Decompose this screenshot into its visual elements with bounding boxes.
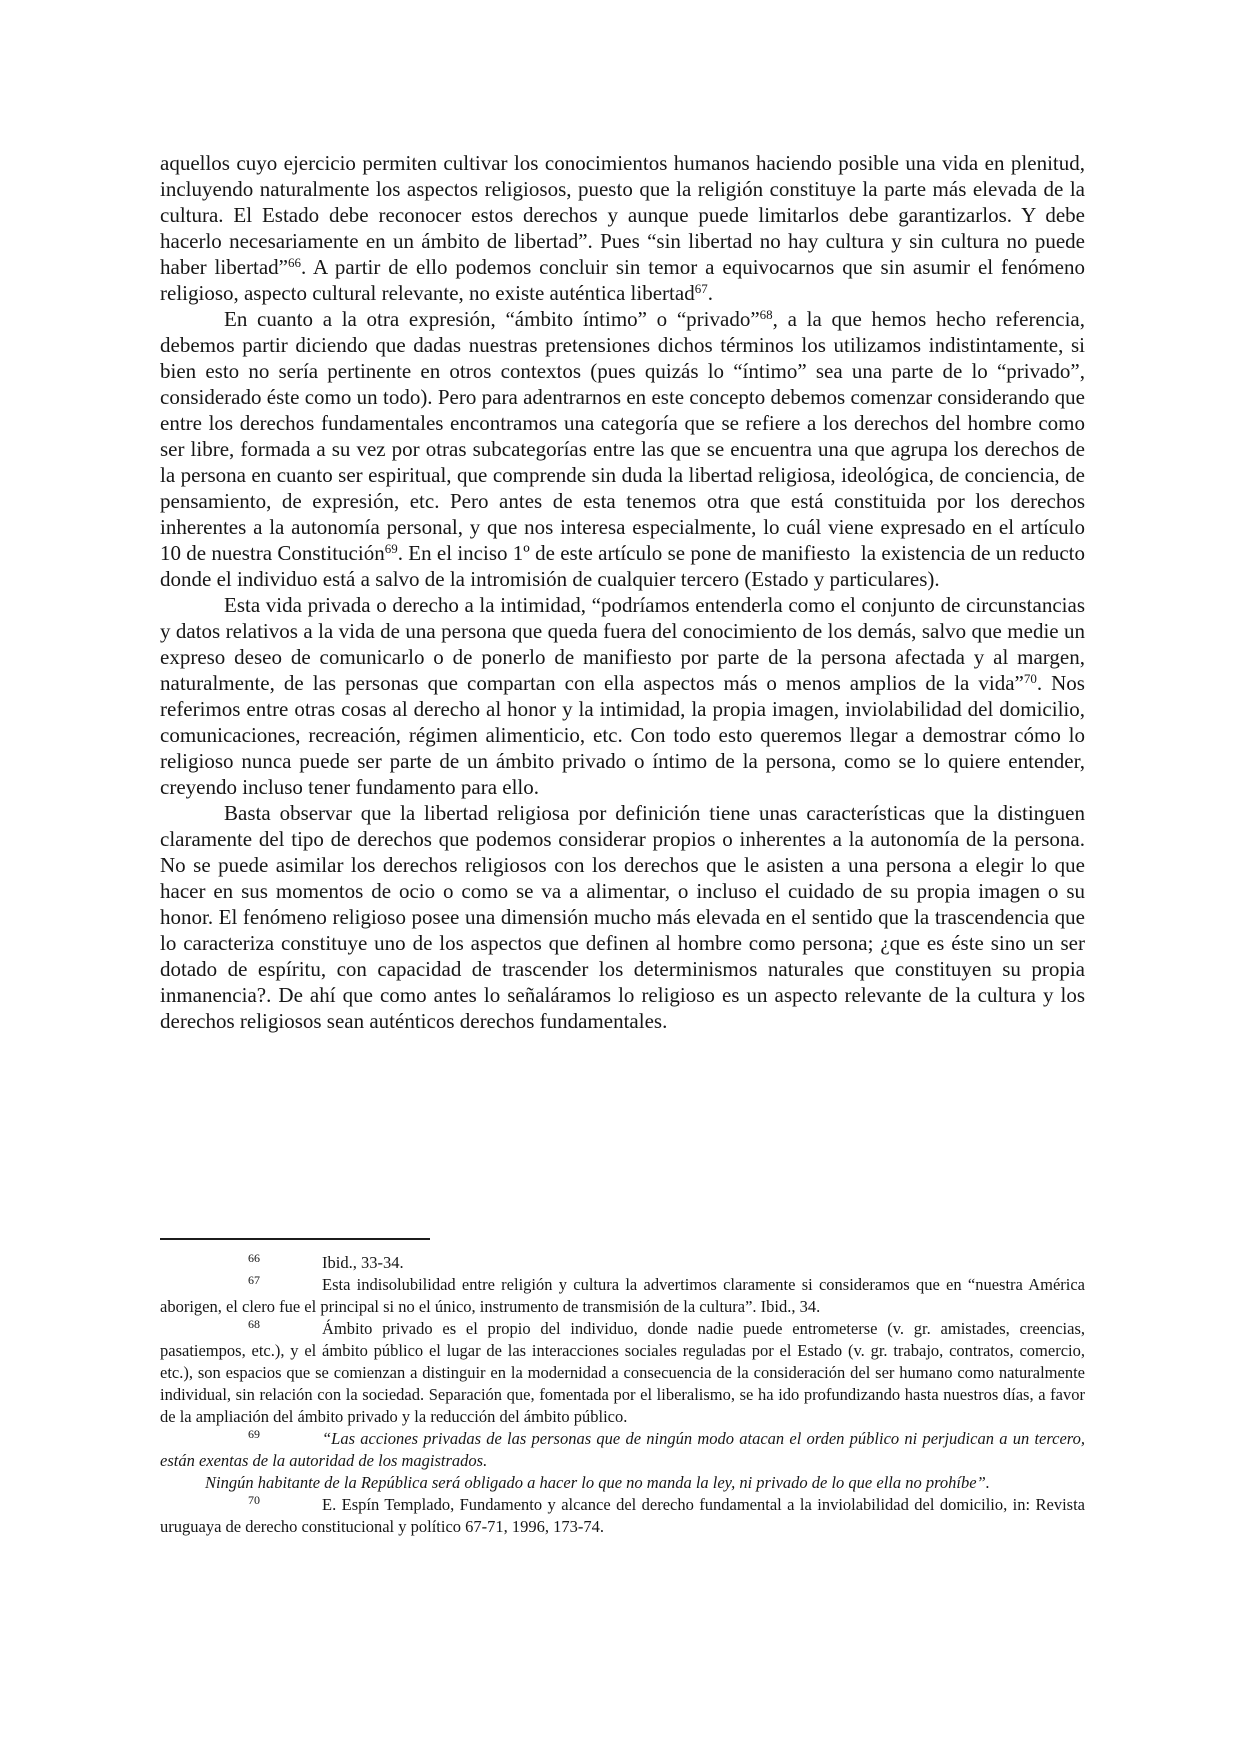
footnotes-list — [160, 1252, 1085, 1538]
footnote-paragraph: $^{70}$ E. Espín Templado, Fundamento y alcance del derecho fundamental a la inviolabilidad del domicilio, in: Revista uruguaya de derecho constitucional y político 67-71, 1996, 173-74. — [160, 1493, 1085, 1536]
body-paragraphs — [160, 150, 1085, 1034]
footnote-reference: 68 — [759, 307, 773, 322]
footnote-number: 66 — [248, 1251, 260, 1265]
footnote-number: 67 — [248, 1273, 260, 1287]
footnote-reference: 67 — [694, 281, 708, 296]
footnote-reference: 69 — [384, 541, 398, 556]
footnote-tab-spacer — [260, 1267, 322, 1268]
footnote-paragraph: $^{68}$ Ámbito privado es el propio del individuo, donde nadie puede entrometerse (v. gr. amistades, creencias, pasatiempos, etc.), y el ámbito público el lugar de las interacciones sociales reguladas por el Estado (v. gr. trabajo, contratos, comercio, etc.), son espacios que se comienzan a distinguir en la modernidad a consecuencia de la consideración del ser humano como naturalmente individual, sin relación con la sociedad. Separación que, fomentada por el liberalismo, se ha ido profundizando hasta nuestros días, a favor de la ampliación del ámbito privado y la reducción del ámbito público. — [160, 1317, 1085, 1426]
footnote-paragraph: $^{67}$ Esta indisolubilidad entre religión y cultura la advertimos claramente si consideramos que en “nuestra América aborigen, el clero fue el principal si no el único, instrumento de transmisión de la cultura”. Ibid., 34. — [160, 1273, 1085, 1316]
footnote-reference: 66 — [288, 255, 301, 270]
footnote-number: 70 — [248, 1493, 260, 1507]
body-paragraph: aquellos cuyo ejercicio permiten cultivar los conocimientos humanos haciendo posible una vida en plenitud, incluyendo naturalmente los aspectos religiosos, puesto que la religión constituye la parte más elevada de la cultura. El Estado debe reconocer estos derechos y aunque puede limitarlos debe garantizarlos. Y debe hacerlo necesariamente en un ámbito de libertad”. Pues “sin libertad no hay cultura y sin cultura no puede haber libertad”$^{66}$. A partir de ello podemos concluir sin temor a equivocarnos que sin asumir el fenómeno religioso, aspecto cultural relevante, no existe auténtica libertad$^{67}$. — [160, 151, 1085, 305]
footnote-reference: 70 — [1023, 671, 1037, 686]
footnote-number: 69 — [248, 1427, 260, 1441]
footnote-paragraph: Ningún habitante de la República será obligado a hacer lo que no manda la ley, ni privado de lo que ella no prohíbe”. — [205, 1473, 990, 1492]
body-paragraph: En cuanto a la otra expresión, “ámbito íntimo” o “privado”$^{68}$, a la que hemos hecho referencia, debemos partir diciendo que dadas nuestras pretensiones dichos términos los utilizamos indistintamente, si bien esto no sería pertinente en otros contextos (pues quizás lo “íntimo” sea una parte de lo “privado”, considerado éste como un todo). Pero para adentrarnos en este concepto debemos comenzar considerando que entre los derechos fundamentales encontramos una categoría que se refiere a los derechos del hombre como ser libre, formada a su vez por otras subcategorías entre las que se encuentra una que agrupa los derechos de la persona en cuanto ser espiritual, que comprende sin duda la libertad religiosa, ideológica, de conciencia, de pensamiento, de expresión, etc. Pero antes de esta tenemos otra que está constituida por los derechos inherentes a la autonomía personal, y que nos interesa especialmente, lo cuál viene expresado en el artículo 10 de nuestra Constitución$^{69}$. En el inciso 1º de este artículo se pone de manifiesto la existencia de un reducto donde el individuo está a salvo de la intromisión de cualquier tercero (Estado y particulares). — [160, 307, 1085, 591]
body-paragraph: Esta vida privada o derecho a la intimidad, “podríamos entenderla como el conjunto de circunstancias y datos relativos a la vida de una persona que queda fuera del conocimiento de los demás, salvo que medie un expreso deseo de comunicarlo o de ponerlo de manifiesto por parte de la persona afectada y al margen, naturalmente, de las personas que compartan con ella aspectos más o menos amplios de la vida”$^{70}$. Nos referimos entre otras cosas al derecho al honor y la intimidad, la propia imagen, inviolabilidad del domicilio, comunicaciones, recreación, régimen alimenticio, etc. Con todo esto queremos llegar a demostrar cómo lo religioso nunca puede ser parte de un ámbito privado o íntimo de la persona, como se lo quiere entender, creyendo incluso tener fundamento para ello. — [160, 593, 1085, 799]
footnote-tab-spacer — [260, 1443, 322, 1444]
footnote-paragraph: $^{66}$ Ibid., 33-34. — [248, 1251, 404, 1272]
footnote-tab-spacer — [260, 1289, 322, 1290]
footnote-tab-spacer — [260, 1333, 322, 1334]
footnote-paragraph: $^{69}$ “Las acciones privadas de las personas que de ningún modo atacan el orden público ni perjudican a un tercero, están exentas de la autoridad de los magistrados. — [160, 1427, 1085, 1470]
footnote-tab-spacer — [260, 1509, 322, 1510]
footnote-separator — [160, 1238, 430, 1240]
footnote-number: 68 — [248, 1317, 260, 1331]
body-paragraph: Basta observar que la libertad religiosa por definición tiene unas características que la distinguen claramente del tipo de derechos que podemos considerar propios o inherentes a la autonomía de la persona. No se puede asimilar los derechos religiosos con los derechos que le asisten a una persona a elegir lo que hacer en sus momentos de ocio o como se va a alimentar, o incluso el cuidado de su propia imagen o su honor. El fenómeno religioso posee una dimensión mucho más elevada en el sentido que la trascendencia que lo caracteriza constituye uno de los aspectos que definen al hombre como persona; ¿que es éste sino un ser dotado de espíritu, con capacidad de trascender los determinismos naturales que constituyen su propia inmanencia?. De ahí que como antes lo señaláramos lo religioso es un aspecto relevante de la cultura y los derechos religiosos sean auténticos derechos fundamentales. — [160, 801, 1085, 1033]
